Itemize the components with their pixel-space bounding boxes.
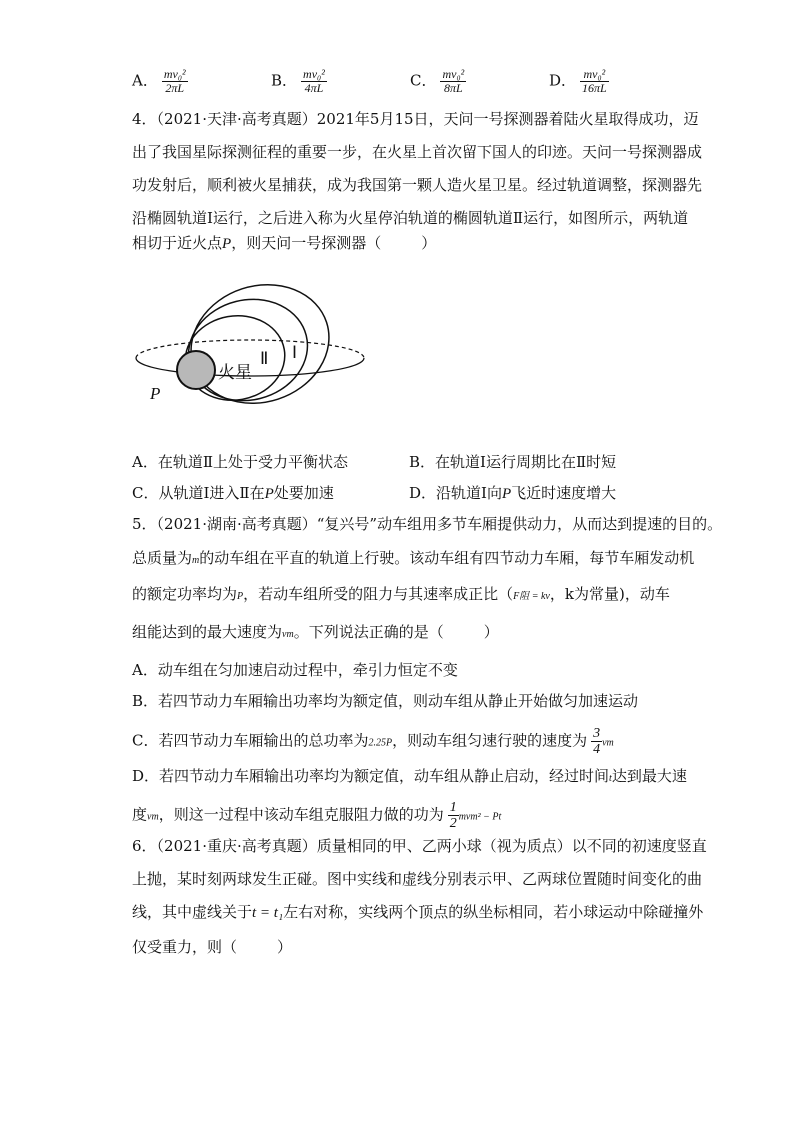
q3-option-d[interactable] — [549, 68, 609, 95]
q5-option-a[interactable]: A．动车组在匀加速启动过程中，牵引力恒定不变 — [132, 661, 458, 679]
q4-option-b[interactable]: B．在轨道Ⅰ运行周期比在Ⅱ时短 — [409, 453, 617, 471]
q3-option-a[interactable] — [132, 68, 188, 95]
fraction: $\frac{\text{mv₀²}}{4\pi L}$ — [303, 67, 325, 95]
orbit-2-label: Ⅱ — [260, 349, 269, 368]
q4-line-4: 沿椭圆轨道Ⅰ运行，之后进入称为火星停泊轨道的椭圆轨道Ⅱ运行，如图所示，两轨道 — [132, 209, 689, 227]
q5-option-d-line-1[interactable]: D．若四节动力车厢输出功率均为额定值，动车组从静止启动，经过时间t达到最大速 — [132, 767, 687, 785]
q5-line-2: 总质量为m的动车组在平直的轨道上行驶。该动车组有四节动力车厢，每节车厢发动机 — [132, 549, 695, 567]
mars-label: 火星 — [218, 363, 252, 383]
q4-line-1: 4．（2021·天津·高考真题）2021年5月15日，天问一号探测器着陆火星取得成功，迈 — [132, 110, 699, 128]
fraction: $\frac{3}{4}$ — [593, 726, 601, 757]
mars-orbit-diagram — [132, 266, 372, 408]
orbit-1-label: Ⅰ — [292, 343, 298, 362]
q6-line-4: 仅受重力，则（ ） — [132, 938, 293, 956]
fraction: $\frac{1}{2}$ — [449, 800, 457, 831]
q6-line-1: 6．（2021·重庆·高考真题）质量相同的甲、乙两小球（视为质点）以不同的初速度竖直 — [132, 837, 707, 855]
fraction: $\frac{\text{mv₀²}}{8\pi L}$ — [442, 67, 465, 95]
q4-option-c[interactable]: C．从轨道Ⅰ进入Ⅱ在P处要加速 — [132, 484, 334, 502]
mars-planet — [177, 351, 215, 389]
option-label: B． — [271, 71, 298, 90]
q3-option-b[interactable] — [271, 68, 327, 95]
q5-option-c[interactable]: C．若四节动力车厢输出的总功率为2.25P，则动车组匀速行驶的速度为 $\frac{3}{4}$ vm — [132, 726, 614, 757]
option-label: A． — [132, 71, 158, 90]
fraction: $\frac{\text{mv₀²}}{16\pi L}$ — [582, 67, 607, 95]
option-label: D． — [549, 71, 577, 90]
q4-option-d[interactable]: D．沿轨道Ⅰ向P飞近时速度增大 — [409, 484, 617, 502]
point-p-label: P — [150, 384, 161, 403]
plane-ellipse-back — [136, 340, 364, 358]
q4-line-3: 功发射后，顺利被火星捕获，成为我国第一颗人造火星卫星。经过轨道调整，探测器先 — [132, 176, 703, 194]
q6-line-3: 线，其中虚线关于t = t₁左右对称，实线两个顶点的纵坐标相同，若小球运动中除碰撞外 — [132, 903, 704, 921]
q5-line-3: 的额定功率均为P，若动车组所受的阻力与其速率成正比（F阻 = kv，k为常量)，动车 — [132, 585, 670, 603]
option-label: C． — [410, 71, 437, 90]
q5-line-1: 5．（2021·湖南·高考真题）“复兴号”动车组用多节车厢提供动力，从而达到提速的目的。 — [132, 515, 723, 533]
q6-line-2: 上抛，某时刻两球发生正碰。图中实线和虚线分别表示甲、乙两球位置随时间变化的曲 — [132, 870, 703, 888]
q4-line-5: 相切于近火点P，则天问一号探测器（ ） — [132, 234, 437, 252]
q4-line-2: 出了我国星际探测征程的重要一步，在火星上首次留下国人的印迹。天问一号探测器成 — [132, 143, 703, 161]
q4-option-a[interactable]: A．在轨道Ⅱ上处于受力平衡状态 — [132, 453, 349, 471]
q5-option-b[interactable]: B．若四节动力车厢输出功率均为额定值，则动车组从静止开始做匀加速运动 — [132, 692, 639, 710]
fraction: $\frac{\text{mv₀²}}{2\pi L}$ — [163, 67, 186, 95]
q5-line-4: 组能达到的最大速度为vm。下列说法正确的是（ ） — [132, 623, 499, 641]
q5-option-d-line-2[interactable]: 度vm，则这一过程中该动车组克服阻力做的功为 $\frac{1}{2}$ mvm² − Pt — [132, 800, 502, 831]
q3-option-c[interactable] — [410, 68, 466, 95]
